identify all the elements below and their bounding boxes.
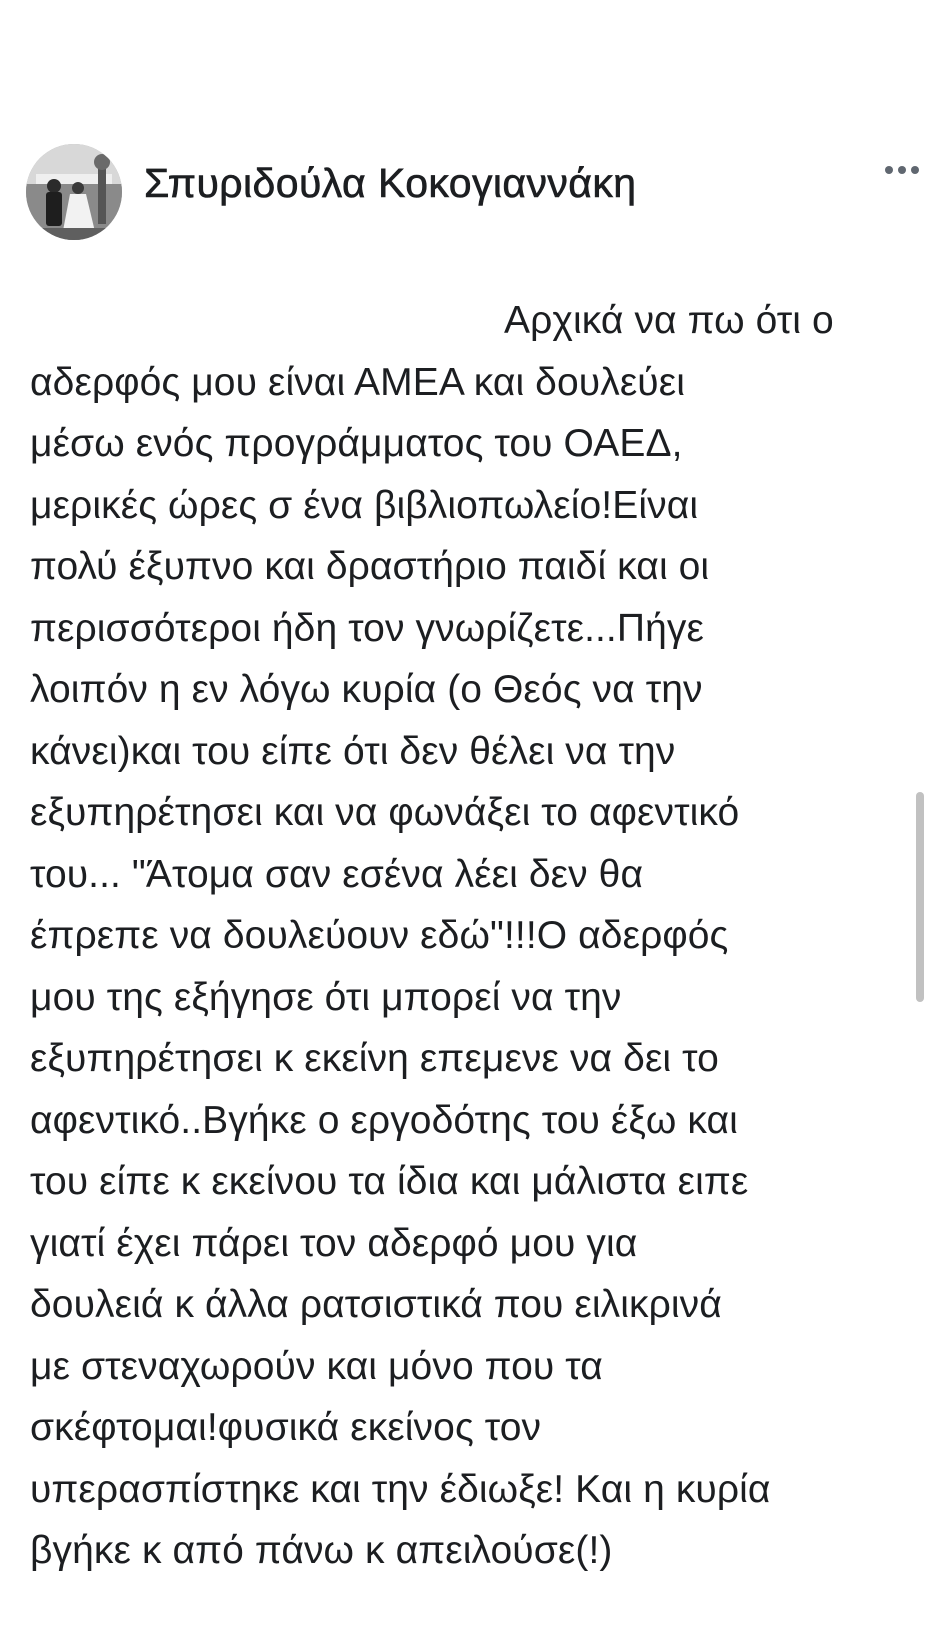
author-name[interactable]: Σπυριδούλα Κοκογιαννάκη (144, 160, 637, 206)
post-text-line: εξυπηρέτησει και να φωνάξει το αφεντικό (30, 791, 740, 834)
post-text-line: μερικές ώρες σ ένα βιβλιοπωλείο!Είναι (30, 483, 699, 527)
post-text-line: Αρχικά να πω ότι ο (504, 299, 834, 342)
post-text-line: με στεναχωρούν και μόνο που τα (30, 1344, 603, 1388)
post-text-line: υπερασπίστηκε και την έδιωξε! Και η κυρία (30, 1467, 771, 1511)
more-options-icon-dot-2 (898, 166, 906, 174)
post-text (30, 290, 900, 1582)
more-options-button[interactable] (878, 156, 926, 184)
post-text-line: περισσότεροι ήδη τον γνωρίζετε...Πήγε (30, 606, 705, 650)
author-avatar[interactable] (26, 144, 122, 240)
post-text-line: μου της εξήγησε ότι μπορεί να την (30, 975, 622, 1019)
post-text-line: γιατί έχει πάρει τον αδερφό μου για (30, 1221, 638, 1265)
post-text-line: εξυπηρέτησει κ εκείνη επεμενε να δει το (30, 1037, 719, 1080)
post-text-line: αδερφός μου είναι ΑΜΕΑ και δουλεύει (30, 360, 685, 404)
post-text-line: έπρεπε να δουλεύουν εδώ"!!!Ο αδερφός (30, 914, 729, 957)
post-text-line: σκέφτομαι!φυσικά εκείνος τον (30, 1406, 542, 1449)
post-text-line: πολύ έξυπνο και δραστήριο παιδί και οι (30, 545, 710, 588)
post-header (26, 138, 936, 246)
profile-photo (26, 144, 122, 240)
post-text-line: κάνει)και του είπε ότι δεν θέλει να την (30, 729, 676, 773)
post-text-line: λοιπόν η εν λόγω κυρία (ο Θεός να την (30, 668, 703, 711)
more-options-icon (885, 166, 893, 174)
post-text-line: βγήκε κ από πάνω κ απειλούσε(!) (30, 1529, 613, 1572)
post-text-line: του... "Άτομα σαν εσένα λέει δεν θα (30, 852, 644, 896)
more-options-icon-dot-3 (911, 166, 919, 174)
post-text-line: του είπε κ εκείνου τα ίδια και μάλιστα ειπε (30, 1160, 749, 1203)
post-text-line: αφεντικό..Βγήκε ο εργοδότης του έξω και (30, 1098, 738, 1142)
scrollbar[interactable] (916, 792, 924, 1002)
post-text-line: δουλειά κ άλλα ρατσιστικά που ειλικρινά (30, 1283, 722, 1326)
post-text-line: μέσω ενός προγράμματος του ΟΑΕΔ, (30, 422, 683, 465)
